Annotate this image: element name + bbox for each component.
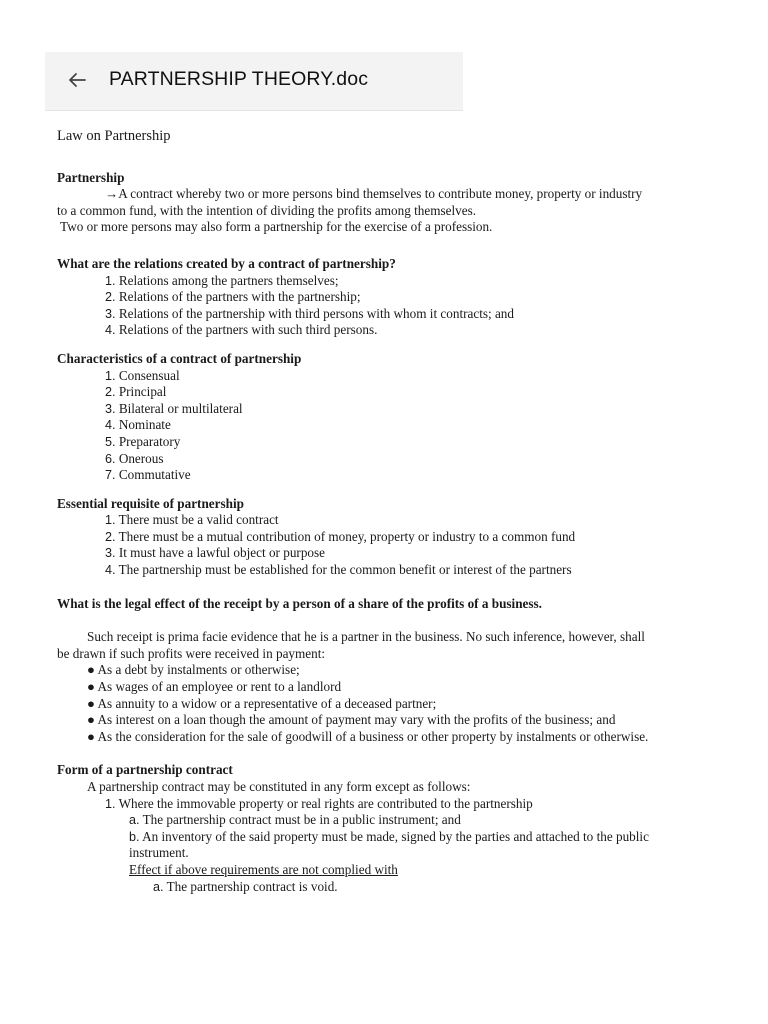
bullet-item: ● As wages of an employee or rent to a landlord [87,679,342,695]
partnership-definition-line2: to a common fund, with the intention of dividing the profits among themselves. [57,202,477,218]
partnership-definition-line1: →A contract whereby two or more persons bind themselves to contribute money, property or industry [105,186,643,202]
legal-effect-paragraph-line2: be drawn if such profits were received in payment: [57,645,326,661]
list-item: 2. Principal [105,384,167,400]
list-item: 4. Relations of the partners with such third persons. [105,322,378,338]
list-item: 3. It must have a lawful object or purpose [105,545,325,561]
bullet-item: ● As a debt by instalments or otherwise; [87,662,300,678]
sub-list-item: a. The partnership contract must be in a public instrument; and [129,812,461,828]
section-title-legal-effect: What is the legal effect of the receipt by a person of a share of the profits of a business. [57,595,542,611]
list-item: 1. Relations among the partners themselves; [105,272,339,288]
list-item: 2. Relations of the partners with the partnership; [105,289,361,305]
section-title-requisites: Essential requisite of partnership [57,495,244,511]
section-title-relations: What are the relations created by a contract of partnership? [57,255,396,271]
partnership-definition-line3: Two or more persons may also form a partnership for the exercise of a profession. [57,219,493,235]
list-item: 3. Relations of the partnership with third persons with whom it contracts; and [105,305,514,321]
sub-list-item: a. The partnership contract is void. [153,878,338,894]
list-item: 7. Commutative [105,467,191,483]
list-item: 3. Bilateral or multilateral [105,400,243,416]
list-item: 1. Consensual [105,367,180,383]
arrow-left-icon [63,66,91,94]
legal-effect-paragraph-line1: Such receipt is prima facie evidence that he is a partner in the business. No such inference, however, shall [87,629,645,645]
back-button[interactable] [63,66,91,94]
document-header-bar [45,52,463,111]
list-item: 1. Where the immovable property or real rights are contributed to the partnership [105,795,533,811]
bullet-item: ● As the consideration for the sale of goodwill of a business or other property by instalments or otherwise. [87,728,649,744]
list-item: 6. Onerous [105,450,164,466]
list-item: 4. Nominate [105,417,171,433]
bullet-item: ● As interest on a loan though the amount of payment may vary with the profits of the business; and [87,712,616,728]
sub-list-item: b. An inventory of the said property must be made, signed by the parties and attached to the public [129,828,649,844]
list-item: 1. There must be a valid contract [105,512,279,528]
document-title: PARTNERSHIP THEORY.doc [109,68,369,90]
effect-label-line [57,862,727,879]
sub-list-item-continued: instrument. [129,845,189,861]
form-intro: A partnership contract may be constituted in any form except as follows: [87,779,471,794]
section-title-partnership: Partnership [57,169,125,185]
list-item: 4. The partnership must be established for the common benefit or interest of the partners [105,562,572,578]
document-heading: Law on Partnership [57,128,171,144]
document-body [57,128,727,895]
list-item: 2. There must be a mutual contribution of money, property or industry to a common fund [105,528,576,544]
section-title-characteristics: Characteristics of a contract of partnership [57,350,302,366]
section-title-form: Form of a partnership contract [57,762,233,778]
bullet-item: ● As annuity to a widow or a representative of a deceased partner; [87,695,437,711]
list-item: 5. Preparatory [105,433,181,449]
effect-label: Effect if above requirements are not complied with [129,861,398,877]
